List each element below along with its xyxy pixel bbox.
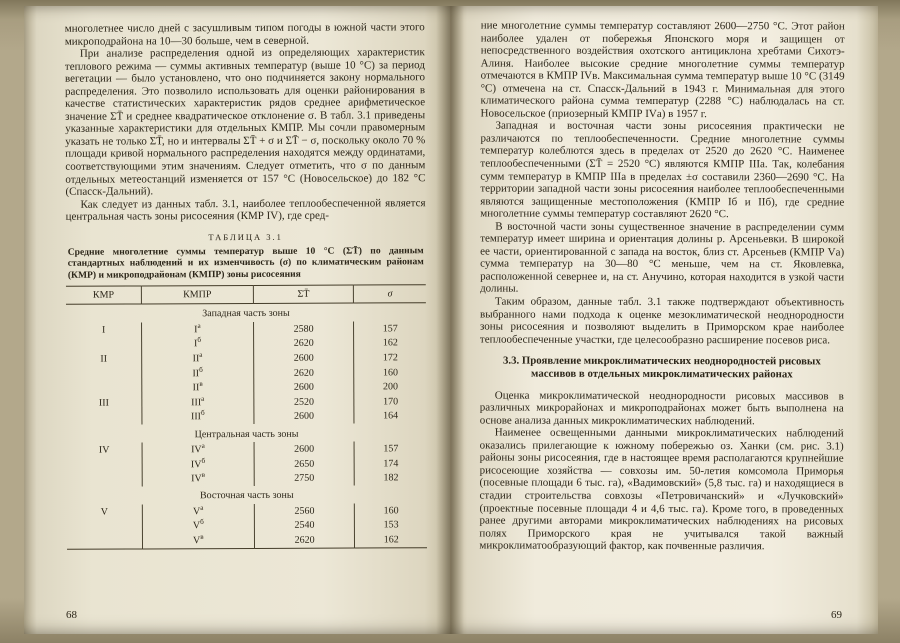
right-page-content — [479, 20, 845, 617]
cell-kmpr — [142, 442, 254, 457]
section-heading: 3.3. Проявление микроклиматических неоднородностей рисовых массивов в отдельных микроклиматических районах — [502, 354, 821, 381]
cell-kmr — [67, 519, 143, 534]
cell-kmr — [67, 534, 143, 549]
table-row — [67, 471, 427, 487]
cell-kmpr — [142, 409, 254, 424]
cell-kmr — [66, 410, 142, 425]
cell-sum: 2580 — [253, 321, 354, 336]
paragraph: Оценка микроклиматической неоднородности рисовых массивов в различных микрорайонах и микроподрайонах может быть выполнена на основе анализа данных микроклиматических наблюдений. — [479, 389, 844, 427]
page-number-left: 68 — [66, 609, 77, 621]
table-3-1 — [66, 284, 427, 549]
kmpr-base: II — [192, 382, 200, 394]
paragraph: ние многолетние суммы температур составляют 2600—2750 °С. Этот район наиболее удален от побережья Японского моря и защищен от непосредственного воздействия охотского антициклона хребтами Сихотэ-Алиня. Наиболее высокие средние многолетние суммы температур отмечаются в КМПР IVв. Максимальная сумма температур выше 10 °С (3149 °С) отмечена на ст. Спасск-Дальний в 1943 г. Минимальная для этого климатического района сумма температур (2288 °С) наблюдалась на ст. Новосельское (приозерный КМПР IVа) в 1957 г. — [480, 19, 845, 120]
kmpr-base: II — [192, 367, 200, 379]
cell-sum: 2650 — [254, 456, 355, 471]
table-row — [66, 380, 426, 396]
cell-sigma: 172 — [354, 350, 426, 365]
kmpr-superscript: а — [201, 441, 205, 450]
kmpr-superscript: а — [199, 350, 203, 359]
table-row — [67, 532, 427, 549]
cell-sum: 2560 — [254, 503, 355, 518]
cell-sum: 2600 — [254, 442, 355, 457]
cell-kmpr — [142, 457, 254, 472]
kmpr-base: V — [193, 535, 201, 547]
cell-kmpr — [142, 395, 254, 410]
col-sigma: σ — [354, 285, 426, 303]
cell-kmpr — [142, 322, 254, 337]
kmpr-base: IV — [190, 458, 202, 470]
col-kmpr: КМПР — [141, 285, 253, 303]
cell-kmr — [66, 337, 142, 352]
cell-sum: 2600 — [254, 409, 355, 424]
table-row — [66, 336, 426, 352]
kmpr-superscript: а — [201, 394, 205, 403]
paragraph: При анализе распределения одной из определяющих характеристик теплового режима — суммы активных температур (выше 10 °С) за период вегетации — было установлено, что оно подчиняется закону нормального распределения. Это позволило использовать для оценки районирования в качестве статистических характеристик рядов среднее арифметическое значение ΣT̄ и среднее квадратическое отклонение σ. В табл. 3.1 приведены указанные характеристики для отдельных КМПР. Мы сочли правомерным указать не только ΣT̄, но и интервалы ΣT̄ + σ и ΣT̄ − σ, поскольку около 70 % площади кривой нормального распределения находятся между ординатами, соответствующими этим значениям. Следует отметить, что σ по данным отдельных метеостанций изменяется от 157 °С (Новосельское) до 182 °С (Спасск-Дальний). — [64, 46, 426, 198]
cell-sigma: 157 — [354, 321, 426, 336]
kmpr-base: V — [192, 520, 201, 532]
section-title-text: Западная часть зоны — [202, 308, 290, 320]
cell-kmr: I — [101, 324, 106, 336]
kmpr-superscript: б — [197, 336, 202, 345]
kmpr-superscript: б — [201, 456, 206, 465]
cell-sigma: 160 — [355, 503, 427, 518]
kmpr-base: V — [193, 505, 201, 517]
section-title-text: Центральная часть зоны — [194, 428, 299, 440]
col-kmr: КМР — [66, 286, 142, 304]
right-page — [450, 6, 878, 634]
table-row — [66, 321, 426, 337]
cell-sum: 2620 — [253, 336, 354, 351]
cell-kmr — [67, 457, 143, 472]
table-caption: Средние многолетние суммы температур выше 10 °С (ΣT̄) по данным стандартных наблюдений и их изменчивость (σ) по климатическим районам (КМР) и микроподрайонам (КМПР) зоны рисосеяния — [67, 244, 424, 281]
table-header-row — [66, 285, 426, 305]
kmpr-superscript: б — [200, 409, 205, 418]
paragraph: Как следует из данных табл. 3.1, наиболее теплообеспеченной является центральная часть зоны рисосеяния (КМР IV), где сред- — [65, 196, 426, 223]
kmpr-base: I — [193, 338, 198, 350]
cell-sum: 2520 — [254, 394, 355, 409]
kmpr-base: IV — [191, 473, 202, 485]
kmpr-superscript: а — [197, 321, 201, 330]
table-section-title — [67, 485, 427, 505]
section-title-text: Восточная часть зоны — [199, 490, 294, 502]
cell-kmpr — [142, 366, 254, 381]
kmpr-base: I — [194, 323, 198, 335]
table-row — [67, 456, 427, 472]
cell-sigma: 162 — [355, 532, 427, 547]
left-page — [24, 6, 450, 634]
cell-kmr: II — [100, 353, 108, 365]
left-page-content — [65, 21, 428, 611]
kmpr-base: II — [192, 353, 200, 365]
cell-kmr: IV — [98, 444, 110, 456]
cell-kmr: V — [100, 506, 109, 518]
table-row — [66, 365, 426, 381]
kmpr-base: IV — [191, 444, 202, 456]
paragraph: Наименее освещенными данными микроклиматических наблюдений оказались прилегающие к южному побережью оз. Ханки (см. рис. 3.1) районы зоны рисосеяния, где в настоящее время располагаются крупнейшие рисосеющие хозяйства — совхозы им. 50-летия комсомола Приморья (посевные площади 6 тыс. га), «Вадимовский» (5,8 тыс. га) и находящиеся в стадии строительства совхозы «Петровичанский» и «Лучковский» (проектные посевные площади 4 и 4,6 тыс. га). Кроме того, в проведенных ранее другими авторами микроклиматических наблюдениях на рисовых полях Приморского края не учитывался такой важный микроклиматообразующий фактор, как почвенные различия. — [479, 426, 844, 553]
paragraph: Западная и восточная части зоны рисосеяния практически не различаются по теплообеспеченности. Средние многолетние суммы температур колеблются здесь в пределах от 2520 до 2620 °С. Наименее теплообеспеченными (ΣT̄ = 2520 °С) являются КМПР IIIа. Так, колебания сумм температур в КМПР IIIа в пределах ±σ составили 2360—2690 °С. На территории западной части зоны рисосеяния наиболее теплообеспеченными являются защищенные местоположения (КМПР Iб и IIб), где средние многолетние суммы температур составляют 2620 °С. — [480, 119, 845, 221]
cell-sum: 2540 — [254, 518, 355, 533]
kmpr-superscript: в — [200, 532, 204, 541]
table-row — [66, 394, 426, 410]
paragraph: многолетнее число дней с засушливым типом погоды в южной части этого микроподрайона на 10—30 больше, чем в северной. — [64, 21, 425, 48]
table-section-title — [66, 303, 426, 323]
cell-sum: 2750 — [254, 471, 355, 486]
table-label: ТАБЛИЦА 3.1 — [208, 231, 283, 242]
col-sum: ΣT̄ — [253, 285, 354, 303]
cell-sigma: 162 — [354, 336, 426, 351]
cell-sum: 2620 — [253, 365, 354, 380]
cell-sigma: 160 — [354, 365, 426, 380]
cell-kmr — [66, 366, 142, 381]
cell-sigma: 182 — [355, 471, 427, 486]
cell-kmpr — [142, 504, 254, 519]
kmpr-base: III — [190, 411, 202, 423]
cell-sigma: 164 — [354, 409, 426, 424]
cell-sigma: 153 — [355, 518, 427, 533]
cell-sigma: 174 — [355, 456, 427, 471]
cell-sum: 2600 — [253, 351, 354, 366]
paragraph: В восточной части зоны существенное значение в распределении сумм температур имеет ширина и ориентация долины р. Арсеньевки. В широкой ее части, ориентированной с запада на восток, близ ст. Арсеньев (КМПР Vа) сумма температур на 30—80 °С меньше, чем на ст. Яковлевка, расположенной севернее и, на ст. Анучино, которая находится в узкой части долины. — [480, 220, 845, 296]
table-row — [67, 503, 427, 519]
cell-sum: 2620 — [254, 533, 355, 549]
cell-kmpr — [142, 351, 254, 366]
cell-kmr — [67, 472, 143, 487]
cell-sigma: 157 — [355, 441, 427, 456]
kmpr-superscript: б — [199, 365, 203, 374]
page-number-right: 69 — [831, 609, 842, 621]
cell-kmpr — [142, 380, 254, 395]
cell-sum: 2600 — [253, 380, 354, 395]
kmpr-superscript: в — [201, 470, 206, 479]
kmpr-base: III — [191, 396, 202, 408]
cell-kmpr — [142, 471, 254, 486]
table-row — [66, 350, 426, 366]
kmpr-superscript: в — [199, 380, 203, 389]
kmpr-superscript: а — [200, 503, 204, 512]
table-row — [66, 409, 426, 425]
table-row — [67, 441, 427, 457]
kmpr-superscript: б — [200, 518, 204, 527]
cell-sigma: 170 — [354, 394, 426, 409]
table-row — [67, 518, 427, 534]
cell-kmpr — [142, 337, 254, 352]
table-section-title — [66, 423, 426, 443]
cell-sigma: 200 — [354, 380, 426, 395]
cell-kmr: III — [98, 397, 109, 409]
paragraph: Таким образом, данные табл. 3.1 также подтверждают объективность выбранного нами подхода к оценке мезоклиматической неоднородности зоны рисосеяния и позволяют выделить в Приморском крае наиболее теплообеспеченные участки, где целесообразно расширение посевов риса. — [479, 295, 845, 347]
cell-kmpr — [142, 518, 254, 533]
cell-kmr — [66, 381, 142, 396]
cell-kmpr — [143, 533, 255, 549]
